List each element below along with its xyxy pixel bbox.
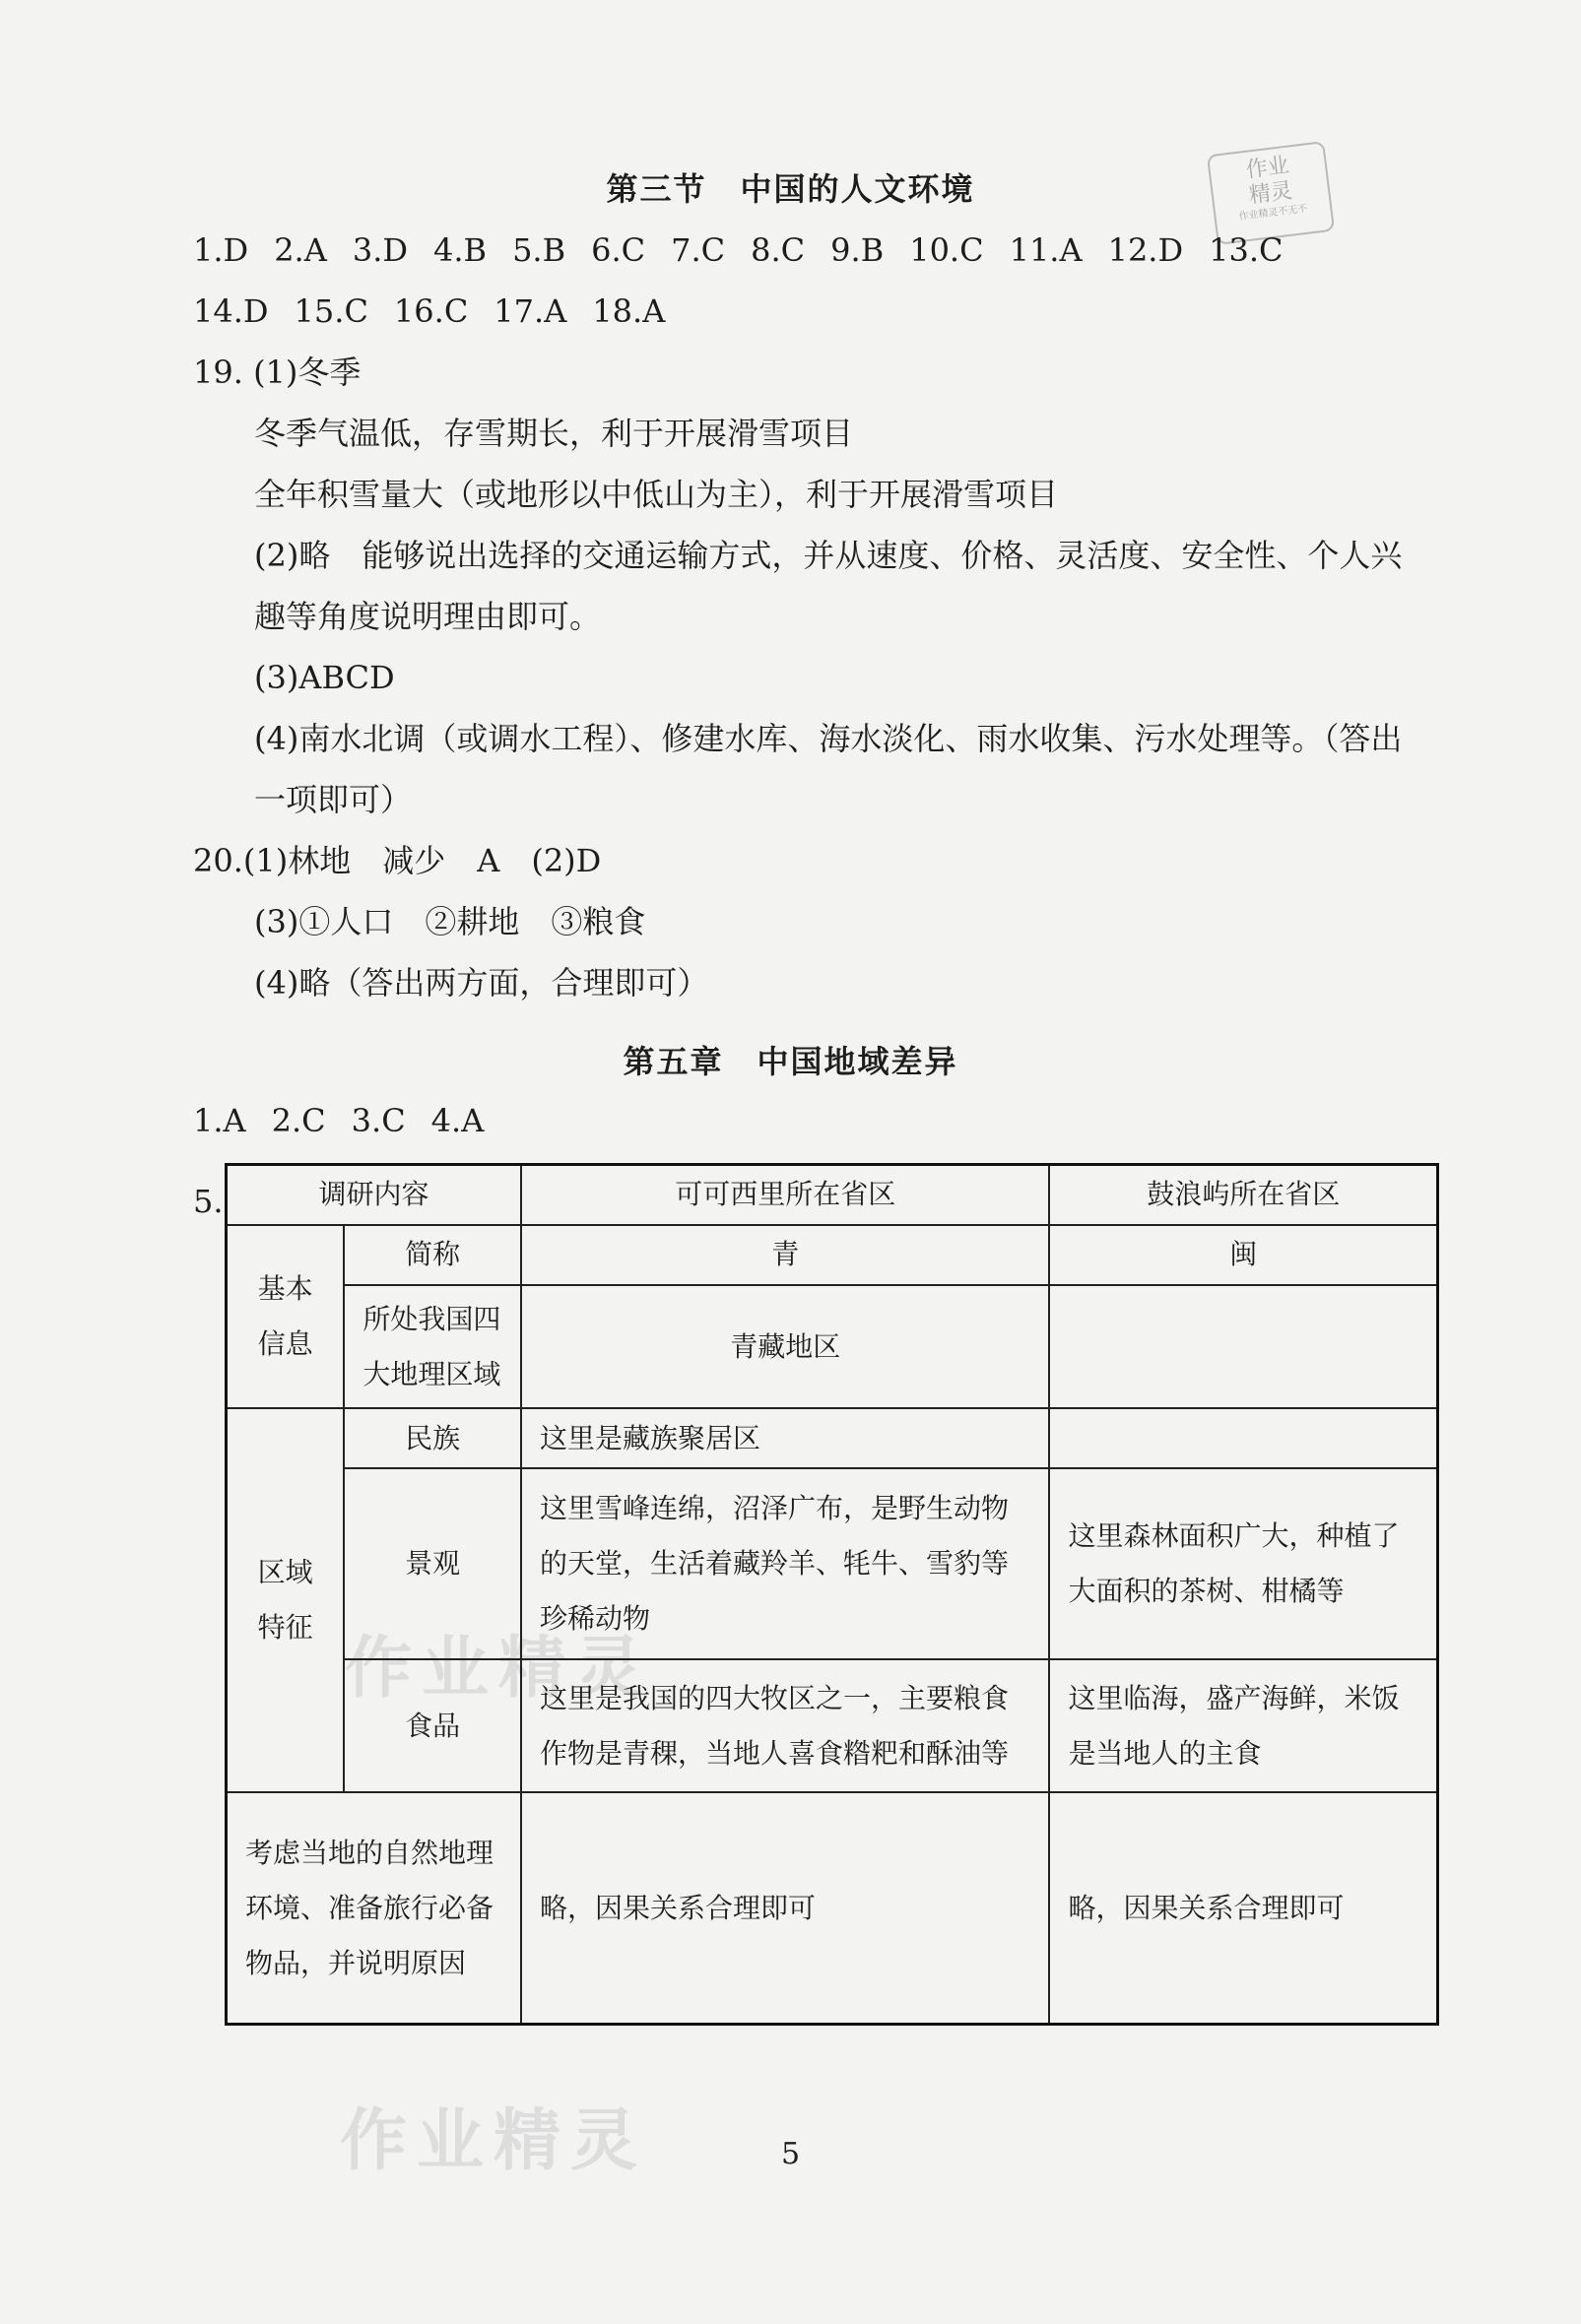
features-label: 区域特征 xyxy=(227,1408,345,1792)
q19-part4-b: 一项即可） xyxy=(254,781,413,818)
landscape-keke: 这里雪峰连绵，沼泽广布，是野生动物的天堂，生活着藏羚羊、牦牛、雪豹等珍稀动物 xyxy=(521,1468,1050,1659)
landscape-label: 景观 xyxy=(344,1468,521,1659)
abbr-label: 简称 xyxy=(344,1225,521,1285)
q19-part1: 19. (1)冬季 xyxy=(193,354,362,391)
table-row xyxy=(227,1285,1438,1408)
food-keke: 这里是我国的四大牧区之一，主要粮食作物是青稞，当地人喜食糌粑和酥油等 xyxy=(521,1659,1050,1792)
chapter5-answers: 1.A 2.C 3.C 4.A xyxy=(193,1102,485,1139)
q19-part4-a: (4)南水北调（或调水工程）、修建水库、海水淡化、雨水收集、污水处理等。（答出 xyxy=(254,720,1403,757)
section-title: 第三节 中国的人文环境 xyxy=(606,170,975,208)
travel-label: 考虑当地的自然地理环境、准备旅行必备物品，并说明原因 xyxy=(227,1792,521,2024)
answers-row-2: 14.D 15.C 16.C 17.A 18.A xyxy=(193,292,666,330)
q5-label: 5. xyxy=(193,1183,224,1220)
q19-part2-b: 趣等角度说明理由即可。 xyxy=(254,598,602,635)
table-row xyxy=(227,1659,1438,1792)
table-row xyxy=(227,1165,1438,1225)
header-gulang: 鼓浪屿所在省区 xyxy=(1049,1165,1437,1225)
travel-keke: 略，因果关系合理即可 xyxy=(521,1792,1050,2024)
landscape-gulang: 这里森林面积广大，种植了大面积的茶树、柑橘等 xyxy=(1049,1468,1437,1659)
watermark: 作业精灵 xyxy=(340,2102,648,2180)
header-keke: 可可西里所在省区 xyxy=(521,1165,1050,1225)
ethnic-keke: 这里是藏族聚居区 xyxy=(521,1408,1050,1468)
page-number: 5 xyxy=(780,2137,801,2171)
travel-gulang: 略，因果关系合理即可 xyxy=(1049,1792,1437,2024)
q19-part3: (3)ABCD xyxy=(254,659,395,696)
table-row xyxy=(227,1225,1438,1285)
header-content: 调研内容 xyxy=(227,1165,521,1225)
q19-part1-reason-a: 冬季气温低，存雪期长，利于开展滑雪项目 xyxy=(254,415,854,452)
watermark: 作业精灵 xyxy=(345,1630,653,1708)
abbr-gulang: 闽 xyxy=(1049,1225,1437,1285)
region-label: 所处我国四大地理区域 xyxy=(344,1285,521,1408)
q20-line2: (3)①人口 ②耕地 ③粮食 xyxy=(254,903,646,940)
abbr-keke: 青 xyxy=(521,1225,1050,1285)
region-gulang xyxy=(1049,1285,1437,1408)
ethnic-gulang xyxy=(1049,1408,1437,1468)
table-row xyxy=(227,1408,1438,1468)
ethnic-label: 民族 xyxy=(344,1408,521,1468)
table-row xyxy=(227,1792,1438,2024)
q20-line3: (4)略（答出两方面，合理即可） xyxy=(254,964,709,1001)
q19-part1-reason-b: 全年积雪量大（或地形以中低山为主），利于开展滑雪项目 xyxy=(254,476,1059,513)
chapter-title: 第五章 中国地域差异 xyxy=(623,1043,958,1080)
q19-part2-a: (2)略 能够说出选择的交通运输方式，并从速度、价格、灵活度、安全性、个人兴 xyxy=(254,537,1403,574)
table-row xyxy=(227,1468,1438,1659)
basic-info-label: 基本信息 xyxy=(227,1225,345,1408)
q20-line1: 20.(1)林地 减少 A (2)D xyxy=(193,842,602,879)
region-keke: 青藏地区 xyxy=(521,1285,1050,1408)
food-label: 食品 xyxy=(344,1659,521,1792)
survey-table xyxy=(225,1163,1439,2026)
stamp-logo: 作业 精灵 作业精灵不无不 xyxy=(1207,141,1335,245)
food-gulang: 这里临海，盛产海鲜，米饭是当地人的主食 xyxy=(1049,1659,1437,1792)
answers-row-1: 1.D 2.A 3.D 4.B 5.B 6.C 7.C 8.C 9.B 10.C 11.A 12.D 13.C xyxy=(193,231,1284,269)
